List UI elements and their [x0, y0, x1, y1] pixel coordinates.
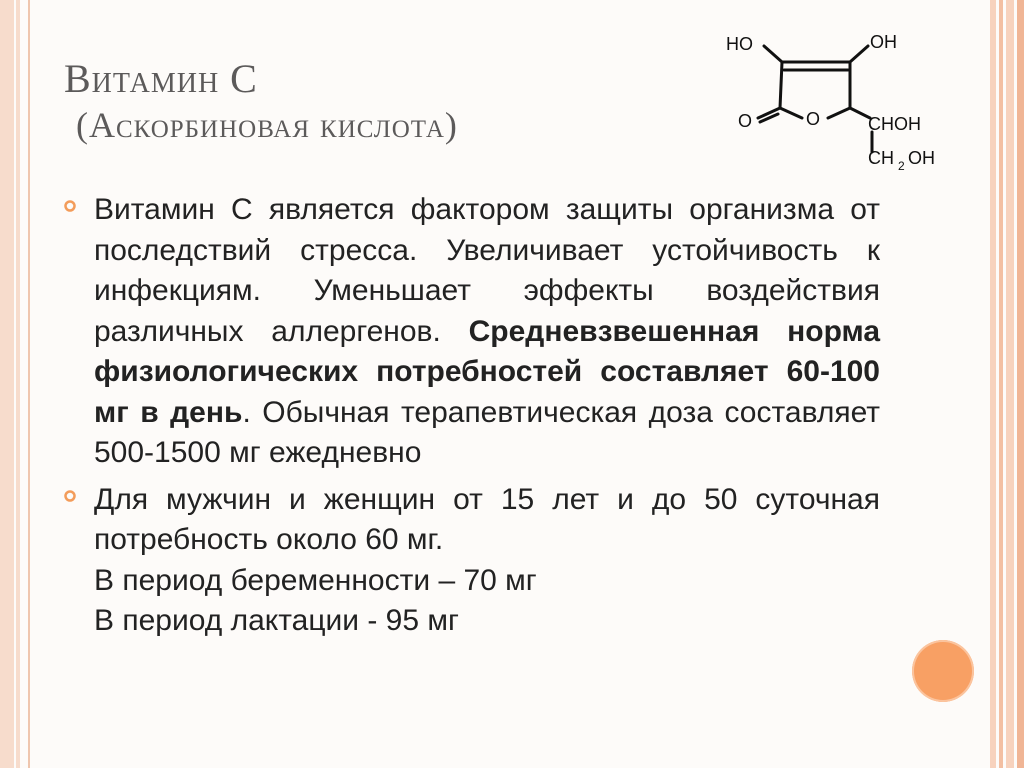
title-line-1: Витамин C — [64, 56, 258, 101]
content-list — [64, 190, 880, 642]
label-oh: OH — [870, 32, 897, 52]
bullet-item-2 — [64, 480, 880, 642]
label-o-carbonyl: O — [738, 111, 753, 131]
bond-chohh — [850, 108, 870, 118]
label-subscript-2: 2 — [898, 159, 905, 173]
bond-oh — [850, 46, 868, 62]
bullet-item-1 — [64, 190, 880, 474]
bullet-2-line-1: Для мужчин и женщин от 15 лет и до 50 суточная потребность около 60 мг. — [94, 482, 880, 556]
label-ch: CH — [868, 148, 894, 168]
left-decorative-border — [0, 0, 20, 768]
bullet-1-text-part-1: Витамин С является фактором защиты организма от последствий стресса. Увеличивает устойчивость к инфекциям. Уменьшает эффекты воздействия различных аллергенов. — [94, 193, 880, 348]
bullet-1-text-part-3: . Обычная терапевтическая доза составляет 500-1500 мг ежедневно — [94, 395, 881, 469]
title-line-2: (Аскорбиновая кислота) — [76, 105, 458, 145]
label-oh-2: OH — [908, 148, 935, 168]
right-decorative-stripes — [990, 0, 1024, 768]
bullet-1-bold-text: Средневзвешенная норма физиологических потребностей составляет 60-100 мг в день — [94, 314, 881, 429]
label-o-ring: O — [806, 109, 821, 129]
ring-bond-left — [780, 62, 782, 108]
label-choh: CHOH — [868, 114, 921, 134]
bullet-marker-icon — [64, 490, 76, 502]
bond-ho — [764, 46, 782, 62]
ring-bond-bottom-left — [780, 108, 802, 118]
ring-bond-bottom-right — [828, 108, 850, 118]
bullet-2-line-3: В период лактации - 95 мг — [94, 604, 459, 637]
bullet-2-line-2: В период беременности – 70 мг — [94, 563, 537, 597]
bullet-marker-icon — [64, 200, 76, 212]
ascorbic-acid-structural-formula — [722, 26, 958, 186]
slide-title — [64, 56, 458, 148]
decorative-orange-circle — [912, 640, 974, 702]
left-decorative-line — [28, 0, 30, 768]
label-ho: HO — [726, 34, 753, 54]
